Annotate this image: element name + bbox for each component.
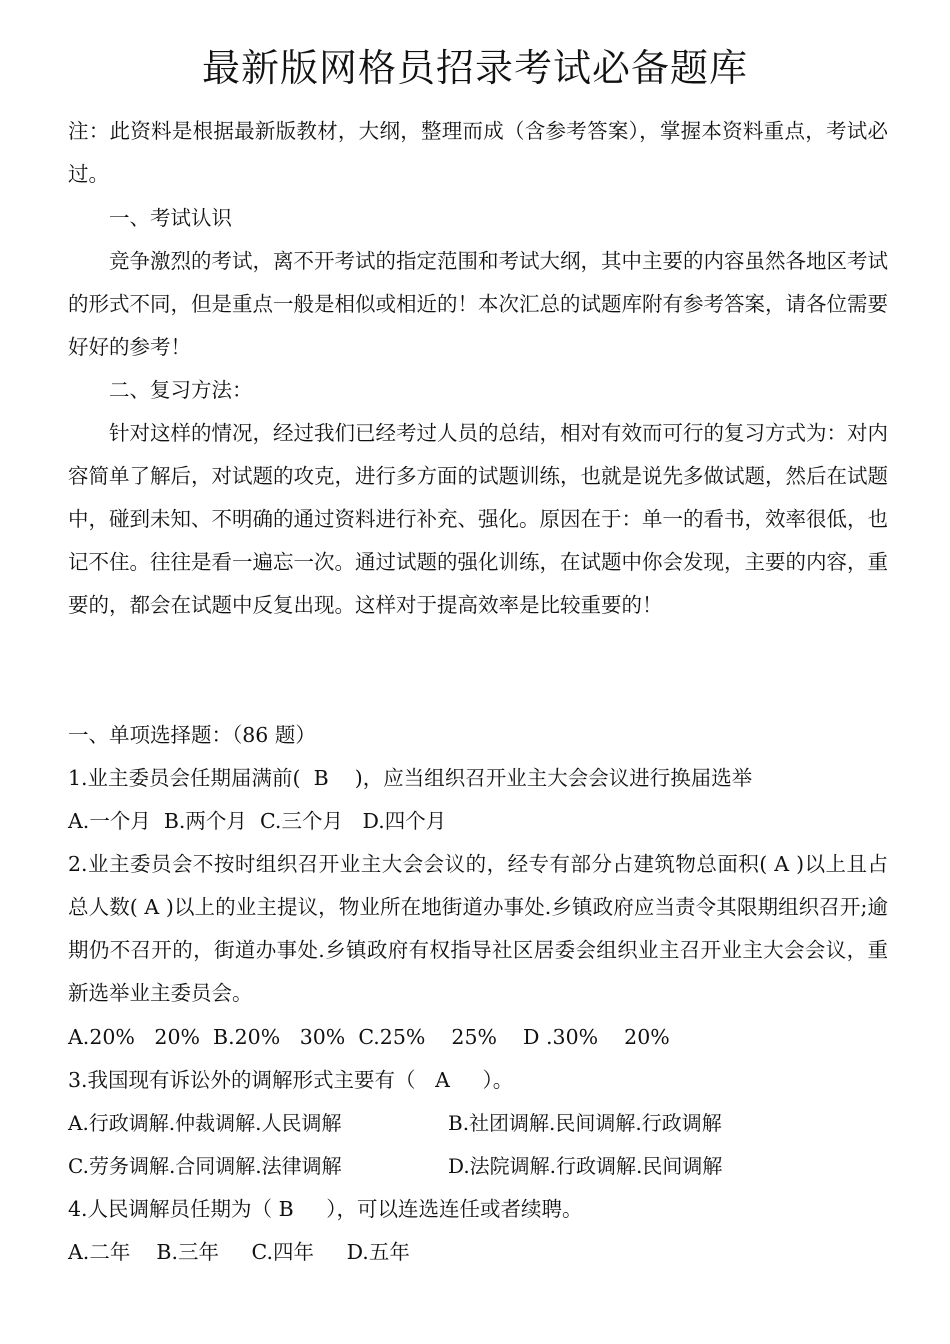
page-title: 最新版网格员招录考试必备题库 bbox=[201, 46, 748, 90]
q3-stem: 3.我国现有诉讼外的调解形式主要有（ A ）。 bbox=[68, 1068, 514, 1092]
q2-stem: 2.业主委员会不按时组织召开业主大会会议的，经专有部分占建筑物总面积( A )以上且占总人数( A )以上的业主提议，物业所在地街道办事处.乡镇政府应当责令其限期组织召开;逾期仍不召开的，街道办事处.乡镇政府有权指导社区居委会组织业主召开业主大会会议，重新选举业主委员会。 bbox=[68, 852, 888, 1005]
q3-option-a: A.行政调解.仲裁调解.人民调解 bbox=[68, 1111, 342, 1135]
q1-stem: 1.业主委员会任期届满前( B )，应当组织召开业主大会会议进行换届选举 bbox=[68, 766, 753, 790]
note-paragraph: 注：此资料是根据最新版教材，大纲，整理而成（含参考答案），掌握本资料重点，考试必过。 bbox=[68, 119, 888, 186]
q3-option-d: D.法院调解.行政调解.民间调解 bbox=[448, 1154, 723, 1178]
q4-options: A.二年 B.三年 C.四年 D.五年 bbox=[68, 1240, 410, 1264]
q2-options: A.20% 20% B.20% 30% C.25% 25% D .30% 20% bbox=[68, 1025, 670, 1049]
section1-heading: 一、考试认识 bbox=[109, 206, 232, 230]
section2-body: 针对这样的情况，经过我们已经考过人员的总结，相对有效而可行的复习方式为：对内容简单了解后，对试题的攻克，进行多方面的试题训练，也就是说先多做试题，然后在试题中，碰到未知、不明确的通过资料进行补充、强化。原因在于：单一的看书，效率很低，也记不住。往往是看一遍忘一次。通过试题的强化训练，在试题中你会发现，主要的内容，重要的，都会在试题中反复出现。这样对于提高效率是比较重要的！ bbox=[68, 421, 888, 617]
section2-heading: 二、复习方法： bbox=[109, 378, 253, 402]
q3-option-c: C.劳务调解.合同调解.法律调解 bbox=[68, 1154, 342, 1178]
q4-stem: 4.人民调解员任期为（ B ），可以连选连任或者续聘。 bbox=[68, 1197, 583, 1221]
section1-body: 竞争激烈的考试，离不开考试的指定范围和考试大纲，其中主要的内容虽然各地区考试的形式不同，但是重点一般是相似或相近的！本次汇总的试题库附有参考答案，请各位需要好好的参考！ bbox=[68, 249, 888, 359]
q1-options: A.一个月 B.两个月 C.三个月 D.四个月 bbox=[68, 809, 447, 833]
part-heading: 一、单项选择题：（86 题） bbox=[68, 723, 316, 747]
q3-option-b: B.社团调解.民间调解.行政调解 bbox=[448, 1111, 722, 1135]
